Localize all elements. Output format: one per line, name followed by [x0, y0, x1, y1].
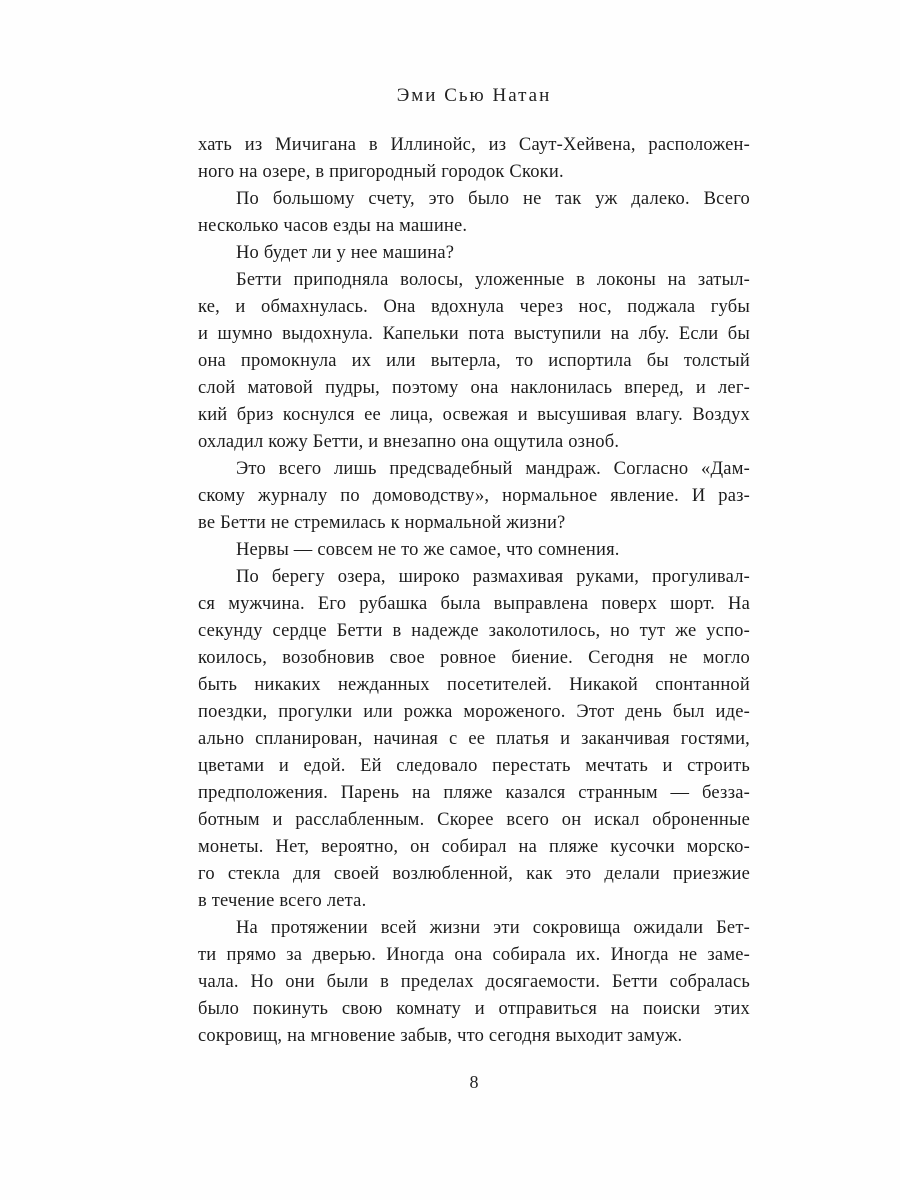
text-line: На протяжении всей жизни эти сокровища ожидали Бет- [236, 918, 750, 938]
text-line: хать из Мичигана в Иллинойс, из Саут-Хейвена, расположен- [198, 135, 750, 155]
text-line: в течение всего лета. [198, 891, 367, 911]
text-line: го стекла для своей возлюбленной, как это делали приезжие [198, 864, 750, 884]
text-line: секунду сердце Бетти в надежде заколотилось, но тут же успо- [198, 621, 750, 641]
text-line: скому журналу по домоводству», нормальное явление. И раз- [198, 486, 750, 506]
text-line: чала. Но они были в пределах досягаемости. Бетти собралась [198, 972, 750, 992]
page-number: 8 [469, 1072, 479, 1092]
text-line: Это всего лишь предсвадебный мандраж. Согласно «Дам- [236, 459, 750, 479]
text-line: было покинуть свою комнату и отправиться на поиски этих [198, 999, 750, 1019]
text-line: цветами и едой. Ей следовало перестать мечтать и строить [198, 756, 750, 776]
text-line: ного на озере, в пригородный городок Скоки. [198, 162, 564, 182]
text-line: ально спланирован, начиная с ее платья и заканчивая гостями, [198, 729, 750, 749]
paragraph [198, 456, 750, 537]
text-line: несколько часов езды на машине. [198, 216, 468, 236]
text-line: Бетти приподняла волосы, уложенные в локоны на затыл- [236, 270, 750, 290]
paragraph [198, 537, 750, 564]
text-line: ве Бетти не стремилась к нормальной жизни? [198, 513, 566, 533]
text-line: сокровищ, на мгновение забыв, что сегодня выходит замуж. [198, 1026, 683, 1046]
text-line: По берегу озера, широко размахивая руками, прогуливал- [236, 567, 750, 587]
paragraph [198, 240, 750, 267]
text-line: монеты. Нет, вероятно, он собирал на пляже кусочки морско- [198, 837, 750, 857]
text-line: она промокнула их или вытерла, то испортила бы толстый [198, 351, 750, 371]
text-line: предположения. Парень на пляже казался странным — безза- [198, 783, 750, 803]
text-line: ся мужчина. Его рубашка была выправлена поверх шорт. На [198, 594, 750, 614]
text-line: охладил кожу Бетти, и внезапно она ощутила озноб. [198, 432, 620, 452]
paragraph [198, 186, 750, 240]
text-line: Но будет ли у нее машина? [236, 243, 455, 263]
running-header: Эми Сью Натан [396, 85, 552, 106]
text-line: ти прямо за дверью. Иногда она собирала их. Иногда не заме- [198, 945, 750, 965]
paragraph [198, 132, 750, 186]
text-line: По большому счету, это было не так уж далеко. Всего [236, 189, 750, 209]
text-line: Нервы — совсем не то же самое, что сомнения. [236, 540, 620, 560]
text-line: кий бриз коснулся ее лица, освежая и высушивая влагу. Воздух [198, 405, 750, 425]
page-body [198, 132, 750, 1050]
paragraph [198, 267, 750, 456]
text-line: поездки, прогулки или рожка мороженого. Этот день был иде- [198, 702, 750, 722]
text-line: ботным и расслабленным. Скорее всего он искал оброненные [198, 810, 750, 830]
paragraph [198, 564, 750, 915]
text-line: быть никаких нежданных посетителей. Никакой спонтанной [198, 675, 750, 695]
text-line: ке, и обмахнулась. Она вдохнула через нос, поджала губы [198, 297, 750, 317]
text-line: слой матовой пудры, поэтому она наклонилась вперед, и лег- [198, 378, 750, 398]
paragraph [198, 915, 750, 1050]
text-line: и шумно выдохнула. Капельки пота выступили на лбу. Если бы [198, 324, 750, 344]
text-line: коилось, возобновив свое ровное биение. Сегодня не могло [198, 648, 750, 668]
